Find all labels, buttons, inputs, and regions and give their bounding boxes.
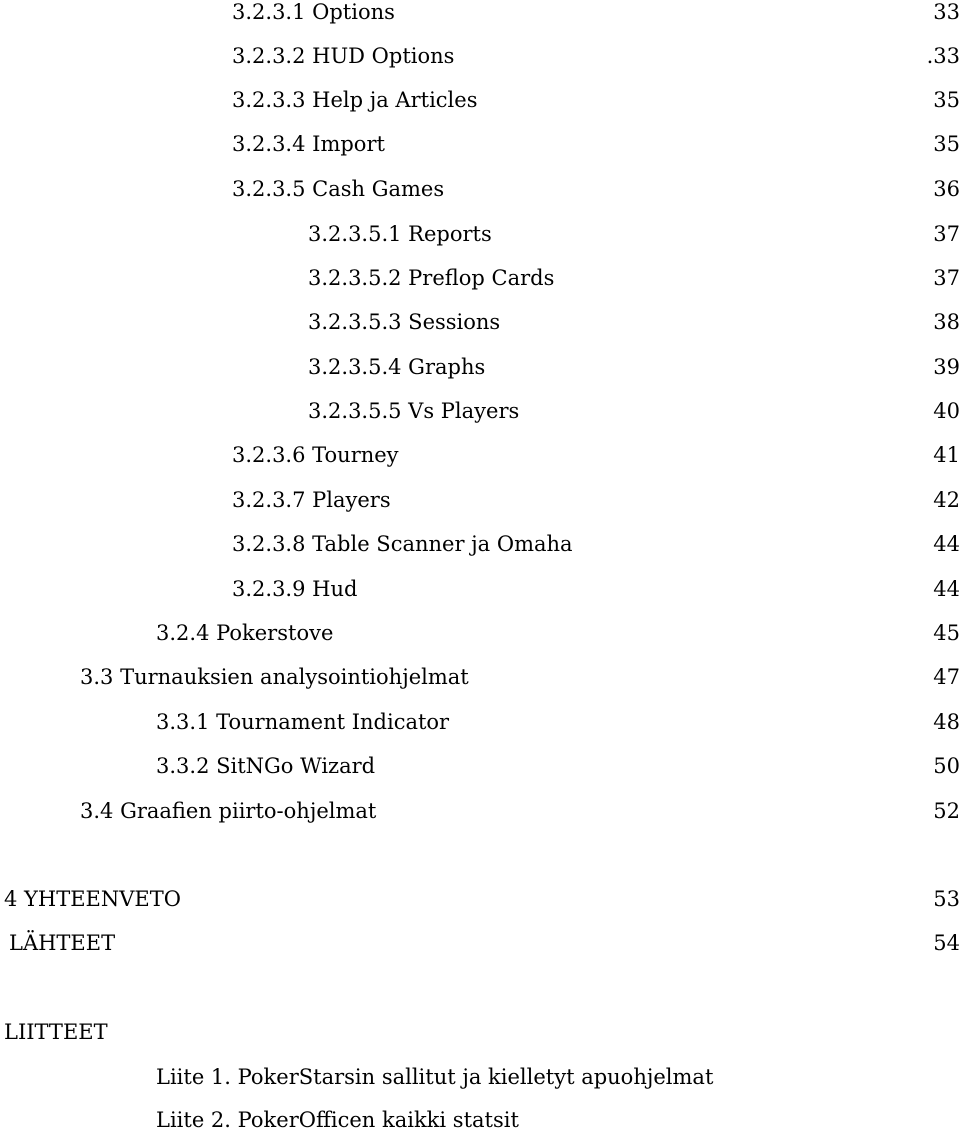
toc-entry-page: 33 [933,0,960,24]
toc-entry-title: 3.2.3.6 Tourney [232,443,399,467]
toc-entry-title: 3.3.2 SitNGo Wizard [156,754,376,778]
toc-entry-title: 3.2.3.2 HUD Options [232,44,455,68]
toc-entry [232,41,960,71]
toc-entry-page: 52 [933,799,960,823]
toc-entry [308,263,960,293]
toc-entry-title: 3.2.4 Pokerstove [156,621,334,645]
toc-entry [156,618,960,648]
toc-entry-page: 37 [933,222,960,246]
toc-entry [232,174,960,204]
toc-entry-title: 3.2.3.3 Help ja Articles [232,88,478,112]
toc-entry [232,440,960,470]
toc-entry-page: 39 [933,355,960,379]
toc-entry-page: 53 [933,887,960,911]
toc-entry [232,0,960,27]
toc-entry-title: 3.2.3.5.2 Preflop Cards [308,266,555,290]
appendix-item: Liite 2. PokerOfficen kaikki statsit [156,1108,519,1132]
toc-entry-title: 3.2.3.8 Table Scanner ja Omaha [232,532,573,556]
toc-entry-page: 35 [933,132,960,156]
toc-entry [80,796,960,826]
toc-entry-page: 36 [933,177,960,201]
toc-entry-title: LÄHTEET [9,931,116,955]
toc-entry-page: 42 [933,488,960,512]
toc-entry [232,529,960,559]
toc-entry-title: 3.2.3.9 Hud [232,577,358,601]
toc-entry-page: 44 [933,532,960,556]
toc-entry-page: .33 [926,44,960,68]
toc-entry-title: 3.2.3.5.5 Vs Players [308,399,520,423]
toc-entry-title: 3.2.3.1 Options [232,0,395,24]
toc-entry-title: 3.3 Turnauksien analysointiohjelmat [80,665,469,689]
toc-entry-title: 3.2.3.5.3 Sessions [308,310,501,334]
toc-entry [308,396,960,426]
toc-entry-page: 44 [933,577,960,601]
toc-entry-page: 40 [933,399,960,423]
toc-entry-page: 47 [933,665,960,689]
toc-entry-title: 3.2.3.4 Import [232,132,385,156]
toc-entry [308,352,960,382]
toc-entry [308,307,960,337]
toc-entry [232,574,960,604]
toc-entry-title: 3.2.3.7 Players [232,488,391,512]
toc-entry-page: 45 [933,621,960,645]
toc-entry [9,928,960,958]
toc-entry-page: 50 [933,754,960,778]
toc-entry-title: 3.3.1 Tournament Indicator [156,710,450,734]
toc-entry-page: 48 [933,710,960,734]
toc-entry [232,129,960,159]
toc-entry-title: 3.2.3.5.1 Reports [308,222,492,246]
toc-entry-title: 3.4 Graafien piirto-ohjelmat [80,799,377,823]
toc-entry-page: 35 [933,88,960,112]
toc-entry-title: 3.2.3.5 Cash Games [232,177,445,201]
toc-entry [4,884,960,914]
toc-entry-title: 3.2.3.5.4 Graphs [308,355,486,379]
toc-entry-page: 38 [933,310,960,334]
appendix-item: Liite 1. PokerStarsin sallitut ja kielletyt apuohjelmat [156,1065,714,1089]
toc-entry-page: 41 [933,443,960,467]
toc-entry [308,219,960,249]
toc-entry [232,85,960,115]
toc-entry-page: 54 [933,931,960,955]
toc-entry-page: 37 [933,266,960,290]
toc-entry [156,707,960,737]
toc-entry-title: 4 YHTEENVETO [4,887,181,911]
toc-entry [80,662,960,692]
appendices-heading: LIITTEET [4,1020,108,1044]
toc-entry [156,751,960,781]
toc-entry [232,485,960,515]
